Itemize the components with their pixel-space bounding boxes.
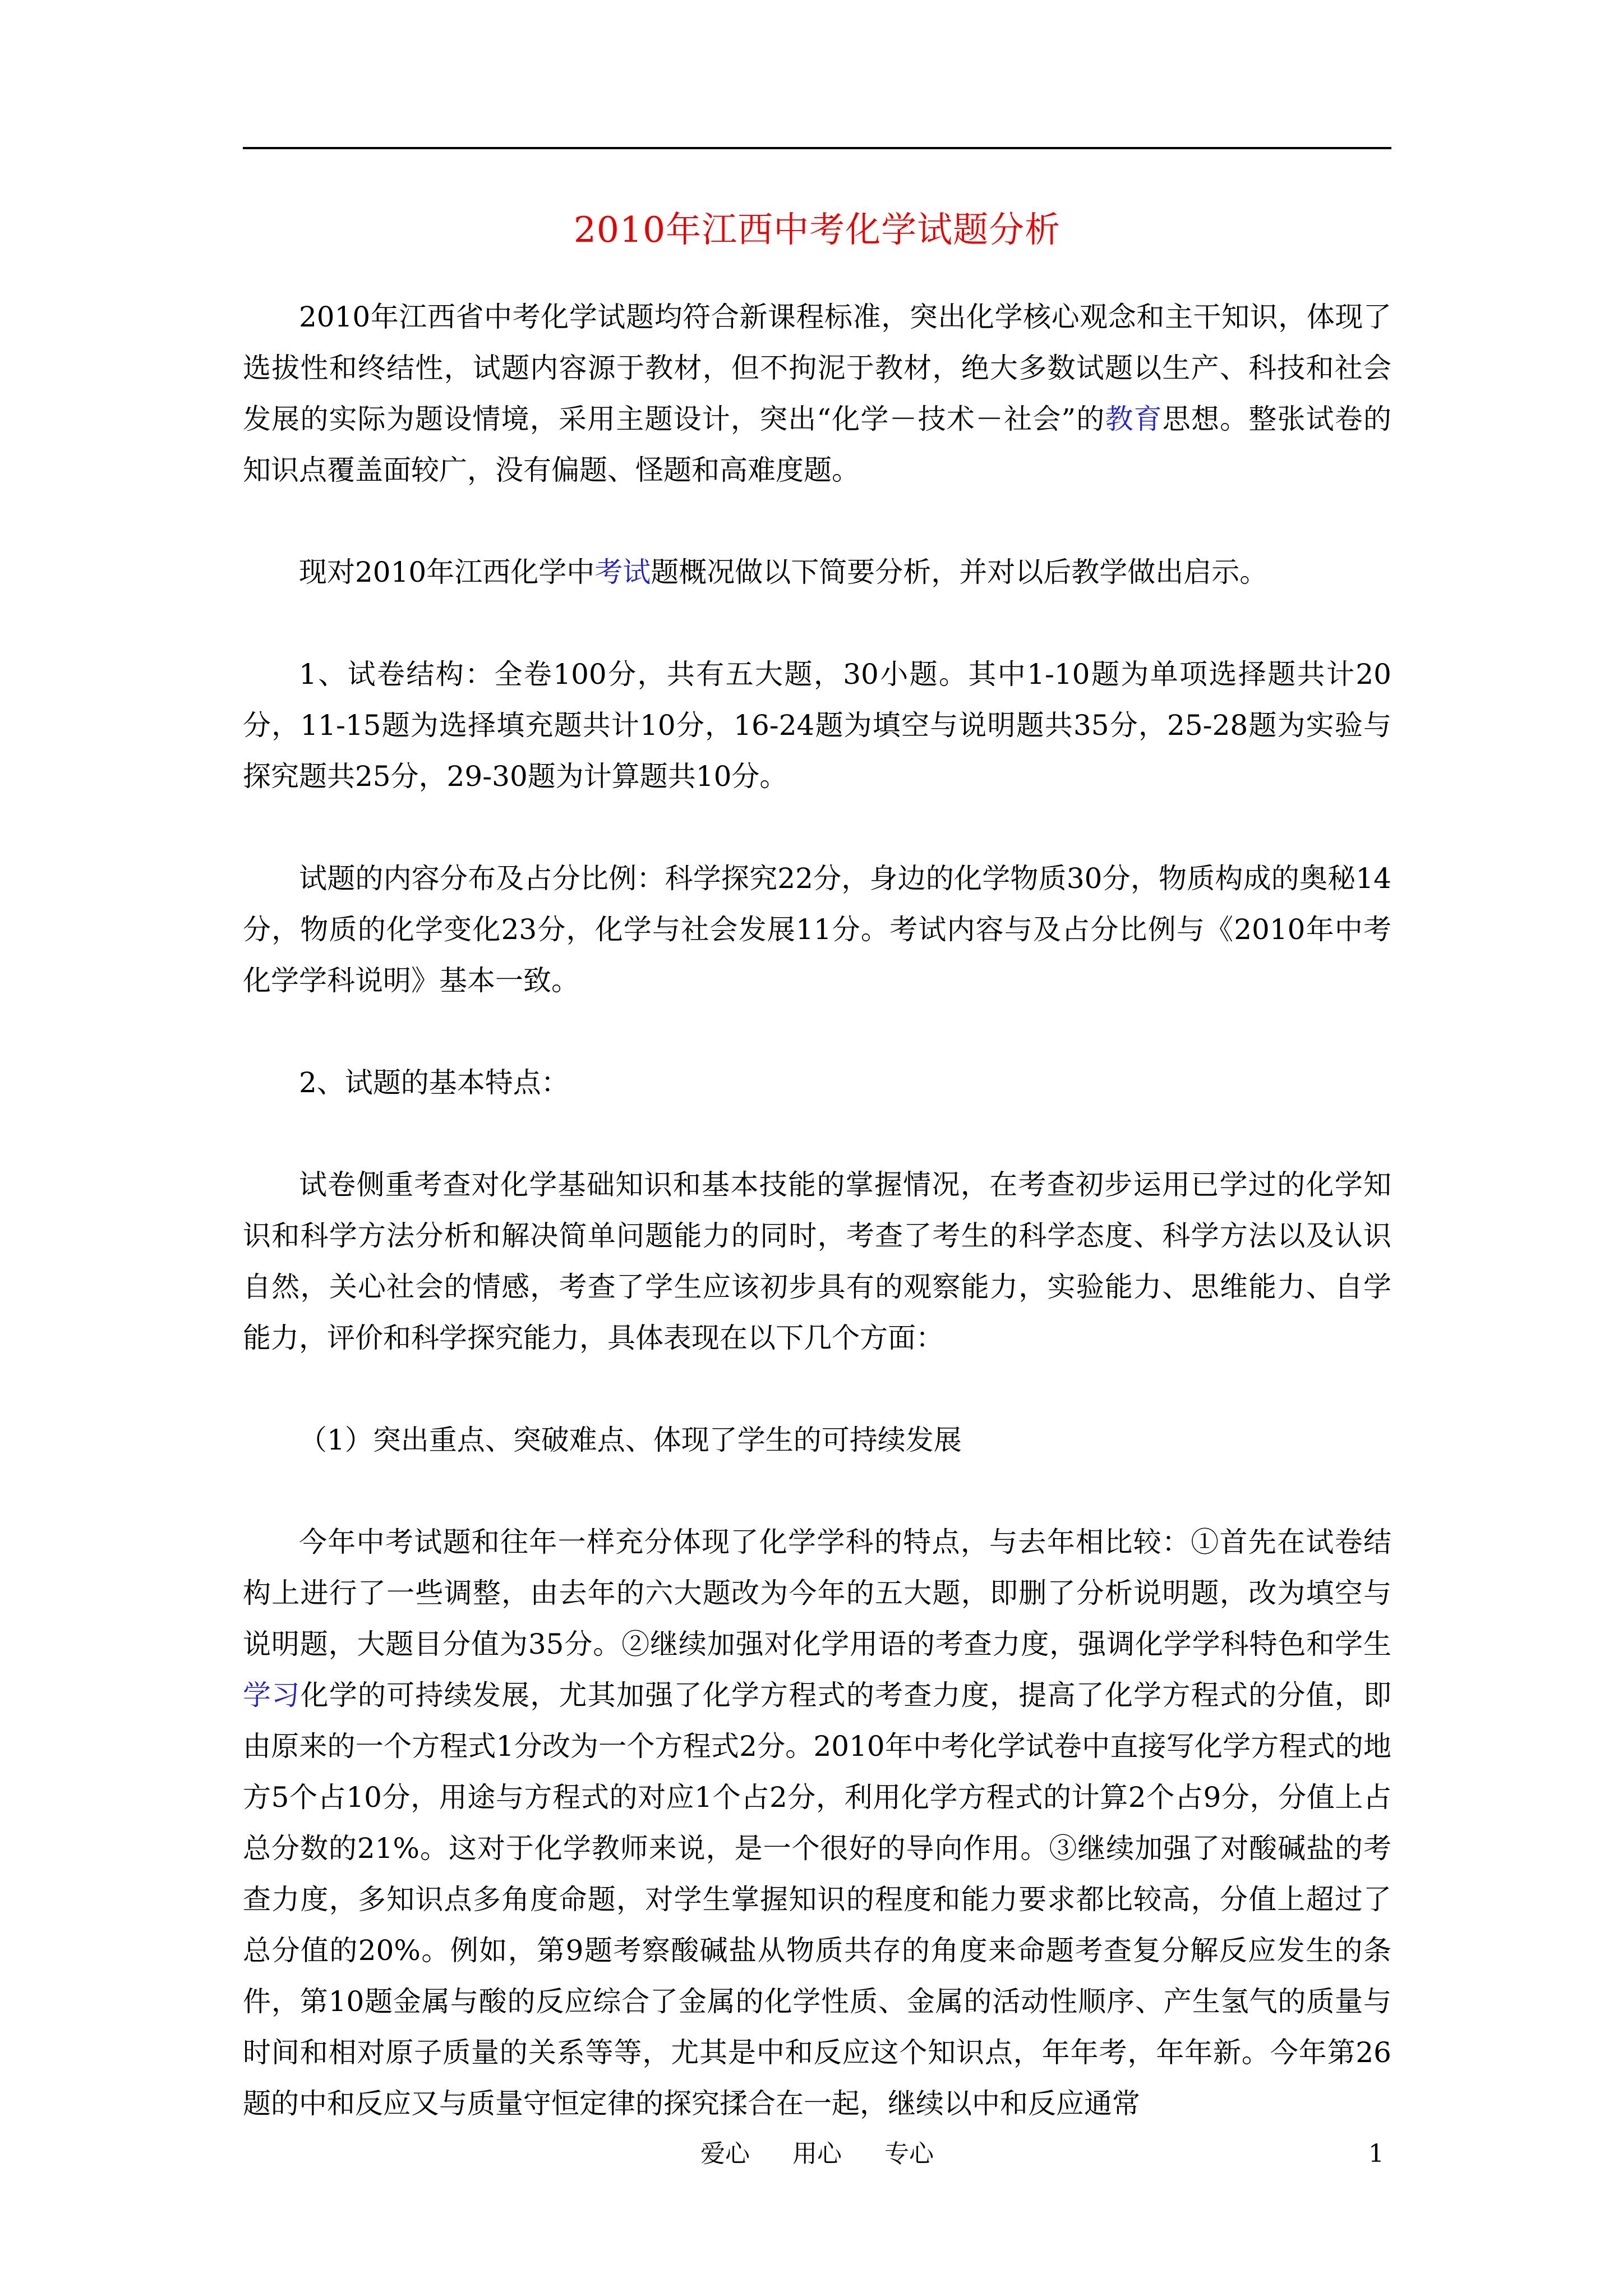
paragraph-text: 题概况做以下简要分析，并对以后教学做出启示。	[651, 556, 1268, 588]
paragraph-intro	[243, 292, 1391, 496]
link-exam[interactable]: 考试	[594, 556, 651, 588]
document-title: 2010年江西中考化学试题分析	[573, 209, 1061, 250]
link-study[interactable]: 学习	[243, 1679, 301, 1711]
subheading-key-points: （1）突出重点、突破难点、体现了学生的可持续发展	[299, 1424, 962, 1456]
paragraph-analysis	[243, 1517, 1391, 2129]
footer-motto	[243, 2137, 1391, 2171]
paragraph-structure: 1、试卷结构：全卷100分，共有五大题，30小题。其中1-10题为单项选择题共计20分，11-15题为选择填充题共计10分，16-24题为填空与说明题共35分，25-28题为实验与探究题共25分，29-30题为计算题共10分。	[243, 658, 1391, 793]
section-heading-features: 2、试题的基本特点：	[299, 1066, 569, 1099]
paragraph-distribution: 试题的内容分布及占分比例：科学探究22分，身边的化学物质30分，物质构成的奥秘14分，物质的化学变化23分，化学与社会发展11分。考试内容与及占分比例与《2010年中考化学学科说明》基本一致。	[243, 862, 1391, 997]
footer-motto-3: 专心	[884, 2139, 934, 2168]
footer-motto-2: 用心	[792, 2139, 842, 2168]
footer-motto-1: 爱心	[700, 2139, 750, 2168]
paragraph-text: 现对2010年江西化学中	[299, 556, 595, 588]
paragraph-text: 今年中考试题和往年一样充分体现了化学学科的特点，与去年相比较：①首先在试卷结构上进行了一些调整，由去年的六大题改为今年的五大题，即删了分析说明题，改为填空与说明题，大题目分值为35分。②继续加强对化学用语的考查力度，强调化学学科特色和学生	[243, 1526, 1391, 1660]
header-rule	[243, 147, 1391, 149]
paragraph-text: 思想。整张试卷的知识点覆盖面较广，没有偏题、怪题和高难度题。	[243, 403, 1391, 486]
paragraph-features: 试卷侧重考查对化学基础知识和基本技能的掌握情况，在考查初步运用已学过的化学知识和科学方法分析和解决简单问题能力的同时，考查了考生的科学态度、科学方法以及认识自然，关心社会的情感，考查了学生应该初步具有的观察能力，实验能力、思维能力、自学能力，评价和科学探究能力，具体表现在以下几个方面：	[243, 1168, 1391, 1354]
paragraph-text: 化学的可持续发展，尤其加强了化学方程式的考查力度，提高了化学方程式的分值，即由原来的一个方程式1分改为一个方程式2分。2010年中考化学试卷中直接写化学方程式的地方5个占10分，用途与方程式的对应1个占2分，利用化学方程式的计算2个占9分，分值上占总分数的21%。这对于化学教师来说，是一个很好的导向作用。③继续加强了对酸碱盐的考查力度，多知识点多角度命题，对学生掌握知识的程度和能力要求都比较高，分值上超过了总分值的20%。例如，第9题考察酸碱盐从物质共存的角度来命题考查复分解反应发生的条件，第10题金属与酸的反应综合了金属的化学性质、金属的活动性顺序、产生氢气的质量与时间和相对原子质量的关系等等，尤其是中和反应这个知识点，年年考，年年新。今年第26题的中和反应又与质量守恒定律的探究揉合在一起，继续以中和反应通常	[243, 1679, 1392, 2120]
paragraph-text: 2010年江西省中考化学试题均符合新课程标准，突出化学核心观念和主干知识，体现了选拔性和终结性，试题内容源于教材，但不拘泥于教材，绝大多数试题以生产、科技和社会发展的实际为题设情境，采用主题设计，突出“化学－技术－社会”的	[243, 301, 1391, 435]
paragraph-overview	[243, 547, 1391, 598]
document-body	[243, 292, 1391, 2129]
page-number: 1	[1368, 2139, 1384, 2168]
link-education[interactable]: 教育	[1105, 403, 1163, 435]
